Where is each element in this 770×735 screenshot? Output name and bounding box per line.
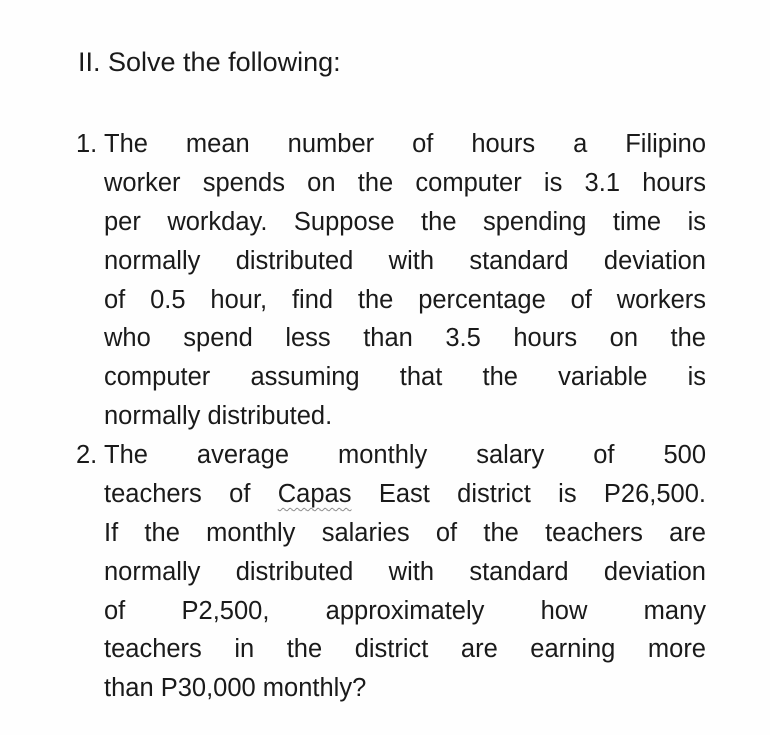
problem-line: of P2,500, approximately how many <box>104 596 706 625</box>
problem-line: normally distributed. <box>104 402 333 431</box>
spellcheck-word: Capas <box>277 479 352 508</box>
text-segment: teachers of <box>104 479 251 508</box>
problem-line: per workday. Suppose the spending time is <box>104 207 706 236</box>
problem-line: worker spends on the computer is 3.1 hours <box>104 168 706 197</box>
problem-number: 1. <box>76 130 98 158</box>
problem-line: teachers in the district are earning more <box>104 635 706 664</box>
problem-line: who spend less than 3.5 hours on the <box>104 324 706 353</box>
problem-2 <box>76 436 706 708</box>
problem-line: normally distributed with standard deviation <box>104 557 706 586</box>
problem-line: The mean number of hours a Filipino <box>104 130 706 158</box>
section-heading: II. Solve the following: <box>78 47 341 77</box>
problem-line: computer assuming that the variable is <box>104 363 706 392</box>
problem-line: The average monthly salary of 500 <box>104 441 706 469</box>
problem-number: 2. <box>76 441 98 469</box>
problem-line: If the monthly salaries of the teachers are <box>104 518 706 547</box>
text-segment: East district is P26,500. <box>378 479 707 508</box>
problem-1 <box>76 125 706 436</box>
problem-line: than P30,000 monthly? <box>104 674 367 703</box>
problem-line: normally distributed with standard deviation <box>104 246 706 275</box>
problem-line <box>76 475 706 514</box>
problem-line: of 0.5 hour, find the percentage of workers <box>104 285 706 314</box>
